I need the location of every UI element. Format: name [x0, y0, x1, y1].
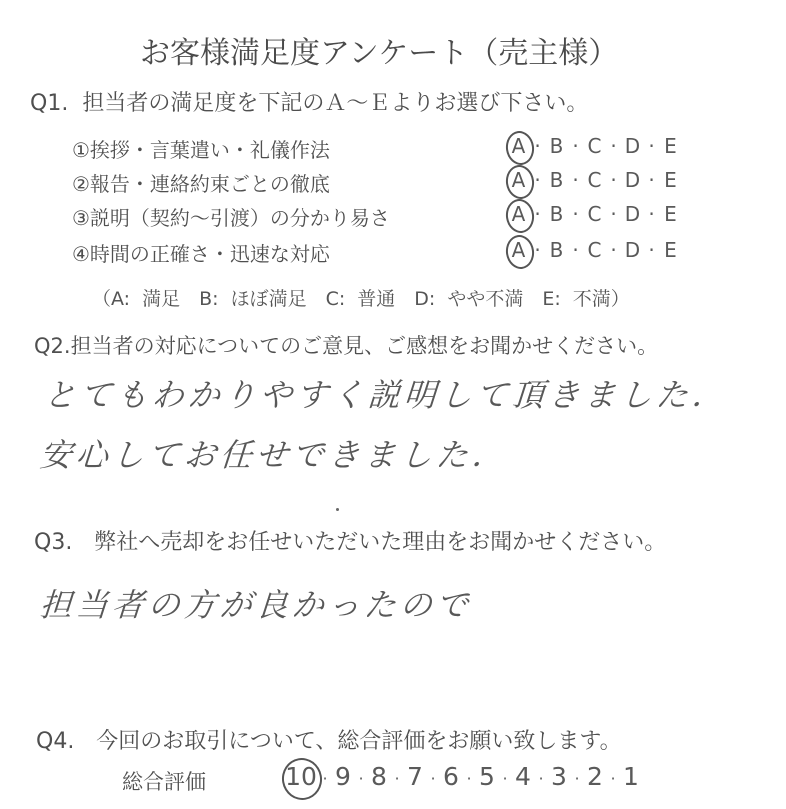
choice-a-selected[interactable]: A — [511, 168, 527, 192]
q1-legend: （A: 満足 B: ほぼ満足 C: 普通 D: やや不満 E: 不満） — [92, 288, 630, 310]
q1-number: Q1. — [30, 91, 69, 116]
rating-2[interactable]: 2 — [587, 762, 603, 791]
choice-c[interactable]: C — [587, 168, 603, 192]
rating-7[interactable]: 7 — [407, 762, 423, 791]
choice-a-selected[interactable]: A — [511, 238, 527, 262]
q1-choices-row-1: A · B · C · D · E — [510, 134, 680, 158]
rating-3[interactable]: 3 — [551, 762, 567, 791]
choice-e[interactable]: E — [664, 134, 678, 158]
choice-d[interactable]: D — [624, 134, 642, 158]
choice-b[interactable]: B — [549, 168, 565, 192]
survey-title: お客様満足度アンケート（売主様） — [140, 36, 619, 71]
choice-e[interactable]: E — [664, 202, 678, 226]
choice-a-selected[interactable]: A — [511, 202, 527, 226]
choice-d[interactable]: D — [624, 168, 642, 192]
choice-b[interactable]: B — [549, 238, 565, 262]
q1-item-1: ①挨拶・言葉遣い・礼儀作法 — [72, 138, 330, 162]
q1-choices-row-2: A · B · C · D · E — [510, 168, 680, 192]
choice-d[interactable]: D — [624, 238, 642, 262]
rating-8[interactable]: 8 — [371, 762, 387, 791]
q2-handwritten-answer-line-1: とてもわかりやすく説明して頂きました． — [42, 376, 730, 414]
q1-choices-row-4: A · B · C · D · E — [510, 238, 680, 262]
q1-item-2: ②報告・連絡約束ごとの徹底 — [72, 172, 330, 196]
q3-handwritten-answer: 担当者の方が良かったので — [38, 586, 474, 624]
q1-question — [30, 86, 588, 117]
q1-item-4: ④時間の正確さ・迅速な対応 — [72, 242, 330, 266]
q1-item-3: ③説明（契約～引渡）の分かり易さ — [72, 206, 390, 230]
q2-question: Q2.担当者の対応についてのご意見、ご感想をお聞かせください。 — [34, 334, 659, 358]
choice-e[interactable]: E — [664, 168, 678, 192]
rating-1[interactable]: 1 — [623, 762, 639, 791]
q2-handwritten-answer-line-2: 安心してお任せできました． — [38, 436, 510, 474]
overall-rating-scale: 10 · 9 · 8 · 7 · 6 · 5 · 4 · 3 · 2 · 1 — [284, 762, 642, 791]
overall-rating-label: 総合評価 — [122, 770, 206, 794]
rating-4[interactable]: 4 — [515, 762, 531, 791]
ink-speck — [336, 508, 339, 511]
rating-9[interactable]: 9 — [335, 762, 351, 791]
choice-c[interactable]: C — [587, 134, 603, 158]
rating-10-selected[interactable]: 10 — [285, 762, 317, 791]
q3-question: Q3. 弊社へ売却をお任せいただいた理由をお聞かせください。 — [34, 530, 667, 555]
q4-question: Q4. 今回のお取引について、総合評価をお願い致します。 — [36, 729, 622, 754]
choice-b[interactable]: B — [549, 134, 565, 158]
rating-5[interactable]: 5 — [479, 762, 495, 791]
q1-text: 担当者の満足度を下記のＡ～Ｅよりお選び下さい。 — [82, 91, 589, 116]
choice-c[interactable]: C — [587, 238, 603, 262]
choice-b[interactable]: B — [549, 202, 565, 226]
q1-choices-row-3: A · B · C · D · E — [510, 202, 680, 226]
rating-6[interactable]: 6 — [443, 762, 459, 791]
choice-c[interactable]: C — [587, 202, 603, 226]
choice-d[interactable]: D — [624, 202, 642, 226]
choice-a-selected[interactable]: A — [511, 134, 527, 158]
choice-e[interactable]: E — [664, 238, 678, 262]
